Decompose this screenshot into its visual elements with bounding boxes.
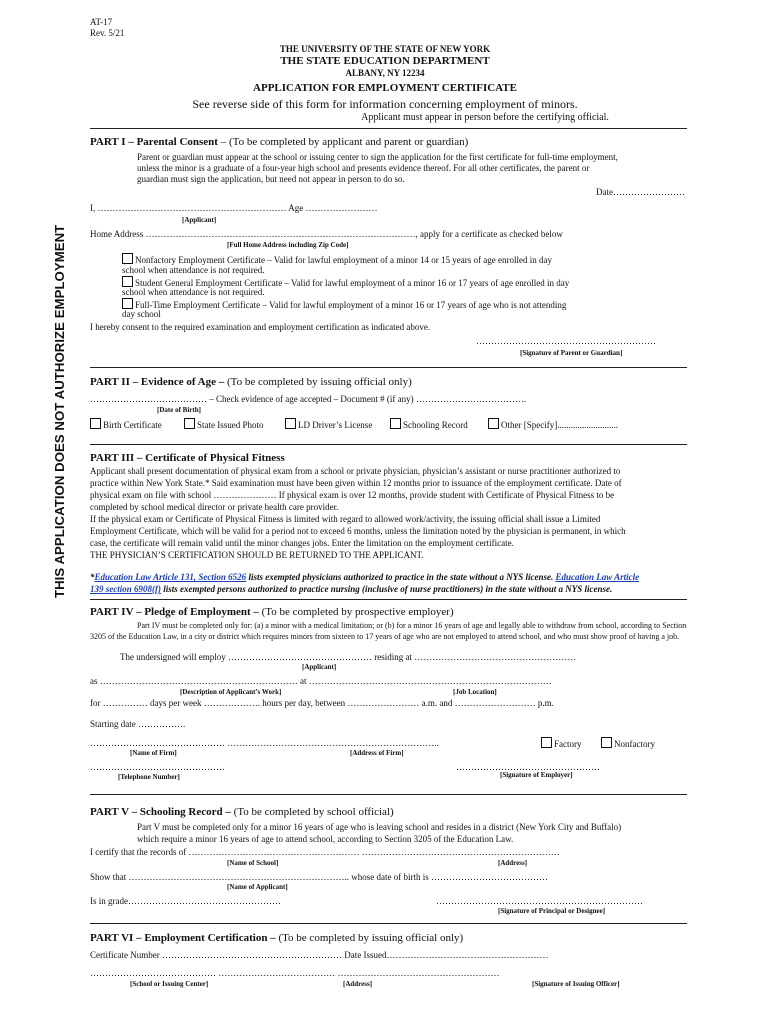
school-records-field[interactable]: I certify that the records of ………………………………………………… …………………………………………………………	[90, 847, 560, 857]
home-address-label: [Full Home Address including Zip Code]	[227, 241, 349, 249]
city: ALBANY, NY 12234	[345, 68, 425, 78]
firm-name-label: [Name of Firm]	[130, 749, 177, 757]
home-address-field[interactable]: Home Address ………………………………………………………………………………, apply for a certificate as checked below	[90, 229, 563, 239]
birth-certificate-checkbox[interactable]	[90, 418, 101, 429]
part5-note-2: which require a minor 16 years of age to attend school, according to Section 3205 of the Education Law.	[137, 834, 514, 844]
ed-law-131-link[interactable]: Education Law Article 131, Section 6526	[94, 572, 247, 582]
ed-law-139-section-link[interactable]: 139 section 6908(f)	[90, 584, 161, 594]
footnote-text-1: lists exempted physicians authorized to practice in the state without a NYS license.	[246, 572, 556, 582]
factory-checkbox[interactable]	[541, 737, 552, 748]
job-location-label: [Job Location]	[453, 688, 497, 696]
part1-heading: PART I – Parental Consent	[90, 136, 218, 148]
part6-heading: PART VI – Employment Certification –	[90, 932, 276, 944]
evidence-opt-2: State Issued Photo	[197, 420, 264, 430]
factory-label: Factory	[554, 739, 582, 749]
dob-document-field[interactable]: ………………………………… – Check evidence of age accepted – Document # (if any) ……………………………….	[90, 394, 527, 404]
issuing-center-label: [School or Issuing Center]	[130, 980, 209, 988]
see-reverse: See reverse side of this form for information concerning employment of minors.	[192, 97, 578, 111]
firm-address-label: [Address of Firm]	[350, 749, 404, 757]
part6-heading-note: (To be completed by issuing official only)	[275, 932, 464, 944]
part1-para3: guardian must sign the application, but need not appear in person to do so.	[137, 174, 405, 184]
date-field[interactable]: Date……………………	[596, 187, 685, 197]
part3-line-4: completed by school medical director or private health care provider.	[90, 502, 339, 512]
part3-line-6: Employment Certificate, which will be valid for a period not to exceed 6 months, unless the limitation noted by the physician is permanent, in which	[90, 526, 626, 536]
parent-signature-label: [Signature of Parent or Guardian]	[520, 349, 623, 357]
part5-heading: PART V – Schooling Record –	[90, 806, 231, 818]
other-checkbox[interactable]	[488, 418, 499, 429]
part3-line-5: If the physical exam or Certificate of Physical Fitness is limited with regard to allowed work/activity, the issuing official shall issue a Limited	[90, 514, 601, 524]
applicant-name-label: [Name of Applicant]	[227, 883, 288, 891]
employ-field[interactable]: The undersigned will employ ………………………………………… residing at ………………………………………………	[120, 652, 577, 662]
evidence-opt-3: LD Driver’s License	[298, 420, 373, 430]
footnote-star: *	[90, 572, 95, 582]
opt1-text: Nonfactory Employment Certificate – Valid for lawful employment of a minor 14 or 15 years of age enrolled in day	[135, 255, 552, 265]
telephone-field[interactable]: ………………………………………	[90, 762, 225, 772]
part3-line-2: practice within New York State.* Said examination must have been given within 12 months prior to issuance of the employment certificate. Date of	[90, 478, 622, 488]
grade-field[interactable]: Is in grade……………………………………………	[90, 896, 281, 906]
evidence-opt-1: Birth Certificate	[103, 420, 162, 430]
issuing-officer-label: [Signature of Issuing Officer]	[532, 980, 620, 988]
telephone-label: [Telephone Number]	[118, 773, 180, 781]
form-rev: Rev. 5/21	[90, 28, 125, 38]
evidence-opt-5: Other [Specify]...........................	[501, 420, 618, 430]
part1-para2: unless the minor is a graduate of a four-year high school and presents evidence thereof. For all other certificates, the parent or	[137, 163, 590, 173]
parent-signature-field[interactable]: ……………………………………………………	[476, 336, 656, 346]
opt2-text-cont: school when attendance is not required.	[122, 287, 265, 297]
student-general-checkbox[interactable]	[122, 276, 133, 287]
driver-license-checkbox[interactable]	[285, 418, 296, 429]
applicant-dob-field[interactable]: Show that ……………………………………………………………….. whose date of birth is …………………………………	[90, 872, 548, 882]
appear-note: Applicant must appear in person before the certifying official.	[361, 112, 609, 123]
form-id: AT-17	[90, 17, 113, 27]
part4-heading-note: (To be completed by prospective employer)	[258, 606, 454, 618]
school-name-label: [Name of School]	[227, 859, 279, 867]
employ-applicant-label: [Applicant]	[302, 663, 337, 671]
applicant-label: [Applicant]	[182, 216, 217, 224]
part4-note-1: Part IV must be completed only for: (a) a minor with a medical limitation; or (b) for a minor 16 years of age and legally able to withdraw from school, according to Section	[137, 621, 687, 630]
hours-field[interactable]: for …………… days per week ………………. hours per day, between …………………… a.m. and ……………………… p.m.	[90, 698, 554, 708]
part1-para1: Parent or guardian must appear at the school or issuing center to sign the application for the first certificate for full-time employment,	[137, 152, 618, 162]
issuing-fields[interactable]: …………………………………… ………………………………… ………………………………………………	[90, 968, 500, 978]
footnote-text-2: lists exempted persons authorized to practice nursing (inclusive of nurse practitioners) in the state without a NYS license.	[161, 584, 613, 594]
nonfactory-checkbox[interactable]	[122, 253, 133, 264]
work-description-label: [Description of Applicant’s Work]	[180, 688, 282, 696]
issuing-address-label: [Address]	[343, 980, 373, 988]
university-name: THE UNIVERSITY OF THE STATE OF NEW YORK	[279, 44, 491, 54]
opt2-text: Student General Employment Certificate – Valid for lawful employment of a minor 16 or 17 years of age enrolled in day	[135, 278, 570, 288]
work-description-field[interactable]: as ………………………………………………………… at ………………………………………………………………………	[90, 676, 552, 686]
dob-label: [Date of Birth]	[157, 406, 201, 414]
schooling-record-checkbox[interactable]	[390, 418, 401, 429]
sidebar-warning: THIS APPLICATION DOES NOT AUTHORIZE EMPLOYMENT	[52, 224, 67, 598]
firm-field[interactable]: ……………………………………… ……………………………………………………………..	[90, 738, 439, 748]
employer-signature-label: [Signature of Employer]	[500, 771, 573, 779]
part4-heading: PART IV – Pledge of Employment –	[90, 606, 259, 618]
opt1-text-cont: school when attendance is not required.	[122, 265, 265, 275]
part3-line-1: Applicant shall present documentation of physical exam from a school or private physician, physician’s assistant or nurse practitioner authorized to	[90, 466, 621, 476]
part1-heading-note: – (To be completed by applicant and parent or guardian)	[217, 136, 469, 148]
principal-signature-label: [Signature of Principal or Designee]	[498, 907, 606, 915]
ed-law-139-link[interactable]: Education Law Article	[555, 572, 640, 582]
form-title: APPLICATION FOR EMPLOYMENT CERTIFICATE	[253, 82, 517, 94]
part4-note-2: 3205 of the Education Law, in a city or district which requires minors from sixteen to 17 years of age who are not employed to attend school, and who must show proof of having a job.	[90, 632, 680, 641]
part3-heading: PART III – Certificate of Physical Fitness	[90, 452, 285, 464]
consent-text: I hereby consent to the required examination and employment certification as indicated above.	[90, 322, 431, 332]
opt3-text-cont: day school	[122, 309, 161, 319]
principal-signature-field[interactable]: ……………………………………………………………	[436, 896, 643, 906]
part3-line-7: case, the certificate will remain valid until the minor changes jobs. Enter the limitation on the employment certificate.	[90, 538, 514, 548]
school-address-label: [Address]	[498, 859, 528, 867]
part5-heading-note: (To be completed by school official)	[230, 806, 394, 818]
starting-date-field[interactable]: Starting date …………….	[90, 719, 186, 729]
state-photo-checkbox[interactable]	[184, 418, 195, 429]
part3-line-3: physical exam on file with school ………………… If physical exam is over 12 months, provide student with Certificate of Physical Fitness to be	[90, 490, 615, 500]
certificate-number-field[interactable]: Certificate Number …………………………………………………… Date Issued………………………………………………	[90, 950, 549, 960]
applicant-name-age-field[interactable]: I, ……………………………………………………… Age ……………………	[90, 203, 378, 213]
employer-signature-field[interactable]: …………………………………………	[456, 762, 600, 772]
evidence-opt-4: Schooling Record	[403, 420, 468, 430]
part2-heading-note: (To be completed by issuing official only)	[224, 376, 412, 388]
nonfactory-employer-checkbox[interactable]	[601, 737, 612, 748]
part3-line-8: THE PHYSICIAN’S CERTIFICATION SHOULD BE RETURNED TO THE APPLICANT.	[90, 550, 424, 560]
department-name: THE STATE EDUCATION DEPARTMENT	[280, 55, 490, 67]
nonfactory-label: Nonfactory	[614, 739, 655, 749]
part5-note-1: Part V must be completed only for a minor 16 years of age who is leaving school and resides in a district (New York City and Buffalo)	[137, 822, 622, 832]
part2-heading: PART II – Evidence of Age –	[90, 376, 225, 388]
opt3-text: Full-Time Employment Certificate – Valid for lawful employment of a minor 16 or 17 years of age who is not attending	[135, 300, 567, 310]
full-time-checkbox[interactable]	[122, 298, 133, 309]
